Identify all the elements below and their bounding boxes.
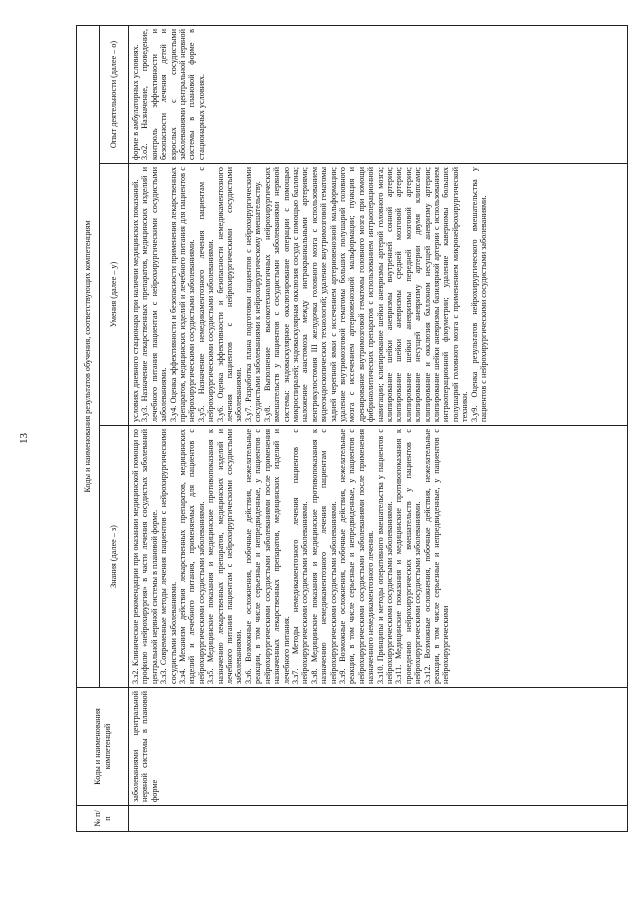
skill-item: 3.у4. Оценка эффективности и безопасности применения лекарственных препаратов, медицинских изделий и лечебного питания для пациентов с нейрохирургическими сосудистыми заболеваниями. bbox=[168, 167, 197, 422]
table-row bbox=[129, 26, 628, 832]
header-codes: Коды и наименования компетенций bbox=[77, 688, 129, 806]
skill-item: 3.у7. Разработка плана подготовки пациентов с нейрохирургическими сосудистыми заболеваниями к нейрохирургическому вмешательству. bbox=[243, 167, 263, 422]
knowledge-item: 3.з12. Возможные осложнения, побочные действия, нежелательные реакции, в том числе серьезные и непредвиденные, у пациентов с нейрохирургическими bbox=[422, 429, 451, 684]
header-results-group: Коды и наименования результатов обучения, соответствующих компетенциям bbox=[77, 26, 100, 688]
skill-item: условиях дневного стационара при наличии медицинских показаний. bbox=[131, 179, 140, 422]
knowledge-item: 3.з5. Медицинские показания и медицинские противопоказания к назначению лекарственных препаратов, медицинских изделий и лечебного питания пациентам с нейрохирургическими сосудистыми заболеваниями. bbox=[206, 429, 244, 684]
experience-item: форме в амбулаторных условиях. bbox=[131, 44, 140, 160]
competency-table-rotated bbox=[76, 26, 628, 832]
knowledge-item: 3.з7. Методы немедикаментозного лечения пациентов с нейрохирургическими сосудистыми заболеваниями. bbox=[290, 429, 310, 684]
skill-item: 3.у6. Оценка эффективности и безопасности немедикаментозного лечения пациентов с нейрохирургическими сосудистыми заболеваниями. bbox=[215, 167, 244, 422]
knowledge-item: 3.з8. Медицинские показания и медицинские противопоказания к назначению немедикаментозного лечения пациентам с нейрохирургическими сосудистыми заболеваниями. bbox=[309, 429, 338, 684]
cell-skills bbox=[129, 164, 628, 426]
cell-experience bbox=[129, 26, 628, 164]
knowledge-item: 3.з2. Клинические рекомендации при оказании медицинской помощи по профилю «нейрохирургия» в части лечения сосудистых заболеваний центральной нервной системы в плановой форме. bbox=[131, 429, 159, 684]
knowledge-item: 3.з11. Медицинские показания и медицинские противопоказания к проведению нейрохирургических вмешательств у пациентов с нейрохирургическими сосудистыми заболеваниями. bbox=[394, 429, 423, 684]
knowledge-item: 3.з3. Современные методы лечения пациентов с нейрохирургическими сосудистыми заболеваниями. bbox=[159, 429, 178, 684]
header-num: № п/п bbox=[77, 806, 129, 832]
page-number: 13 bbox=[18, 433, 30, 444]
experience-item: 3.о2. Назначение, проведение, контроль эффективности и безопасности лечения детей и взрослых с сосудистыми заболеваниями центральной нервной системы в плановой форме в стационарных условиях. bbox=[140, 29, 206, 160]
header-experience: Опыт деятельности (далее – о) bbox=[100, 26, 129, 164]
header-knowledge: Знания (далее – з) bbox=[100, 426, 129, 688]
skill-item: 3.у9. Оценка результатов нейрохирургического вмешательства у пациентов с нейрохирургическими сосудистыми заболеваниями. bbox=[469, 167, 489, 422]
skill-item: 3.у8. Выполнение высокотехнологичных нейрохирургических вмешательств у пациентов с сосудистыми заболеваниями нервной системы: эндоваскулярное окклюзирование операции с помощью микроспиралей; эндоваскулярная окклюзия сосуда с помощью баллона; наложение анастомоза между интракраниальными артериями; вентрикулостомия III желудочка головного мозга с использованием видеоэндоскопических технологий; удаление внутримозговой гематомы задней черепной ямки с иссечением артериовенозной мальформации; удаление внутримозговой гематомы больших полушарий головного мозга с иссечением артериовенозной мальформации; пункция и дренирование внутримозговой гематомы головного мозга при помощи фибринолитических препаратов с использованием интраоперационной навигации; клипирование шейки аневризмы артерий головного мозга; клипирование шейки аневризмы внутренней сонной артерии; клипирование шейки аневризмы средней мозговой артерии; клипирование шейки аневризмы передней мозговой артерии; клипирование несущей аневризму артерии двумя клипсами; клипирование и окклюзия баллоном несущей аневризму артерии; клипирование шейки аневризмы базилярной артерии с использованием интраоперационной флоуметрии; удаление каверномы больших полушарий головного мозга с применением микронейрохирургической техники. bbox=[262, 167, 470, 422]
knowledge-item: 3.з4. Механизм действия лекарственных препаратов, медицинских изделий и лечебного питания, применяемых для пациентов с нейрохирургическими сосудистыми заболеваниями. bbox=[178, 429, 206, 684]
knowledge-item: 3.з10. Принципы и методы оперативного вмешательства у пациентов с нейрохирургическими сосудистыми заболеваниями. bbox=[375, 429, 394, 684]
cell-num bbox=[129, 806, 628, 832]
cell-knowledge bbox=[129, 426, 628, 688]
skill-item: 3.у5. Назначение немедикаментозного лечения пациентам с нейрохирургическими сосудистыми заболеваниями. bbox=[196, 167, 216, 422]
header-skills: Умения (далее – у) bbox=[100, 164, 129, 426]
competency-table bbox=[76, 25, 628, 832]
knowledge-item: 3.з9. Возможные осложнения, побочные действия, нежелательные реакции, в том числе серьезные и непредвиденные, у пациентов с нейрохирургическими сосудистыми заболеваниями после применения назначенного немедикаментозного лечения. bbox=[337, 429, 376, 684]
skill-item: 3.у3. Назначение лекарственных препаратов, медицинских изделий и лечебного питания пациентам с нейрохирургическими сосудистыми заболеваниями. bbox=[140, 167, 169, 422]
cell-code: заболеваниями центральной нервной системы в плановой форме bbox=[129, 688, 628, 806]
knowledge-item: 3.з6. Возможные осложнения, побочные действия, нежелательные реакции, в том числе серьезные и непредвиденные, у пациентов с нейрохирургическими сосудистыми заболеваниями после применения назначенных лекарственных препаратов, медицинских изделий и лечебного питания. bbox=[243, 429, 291, 684]
